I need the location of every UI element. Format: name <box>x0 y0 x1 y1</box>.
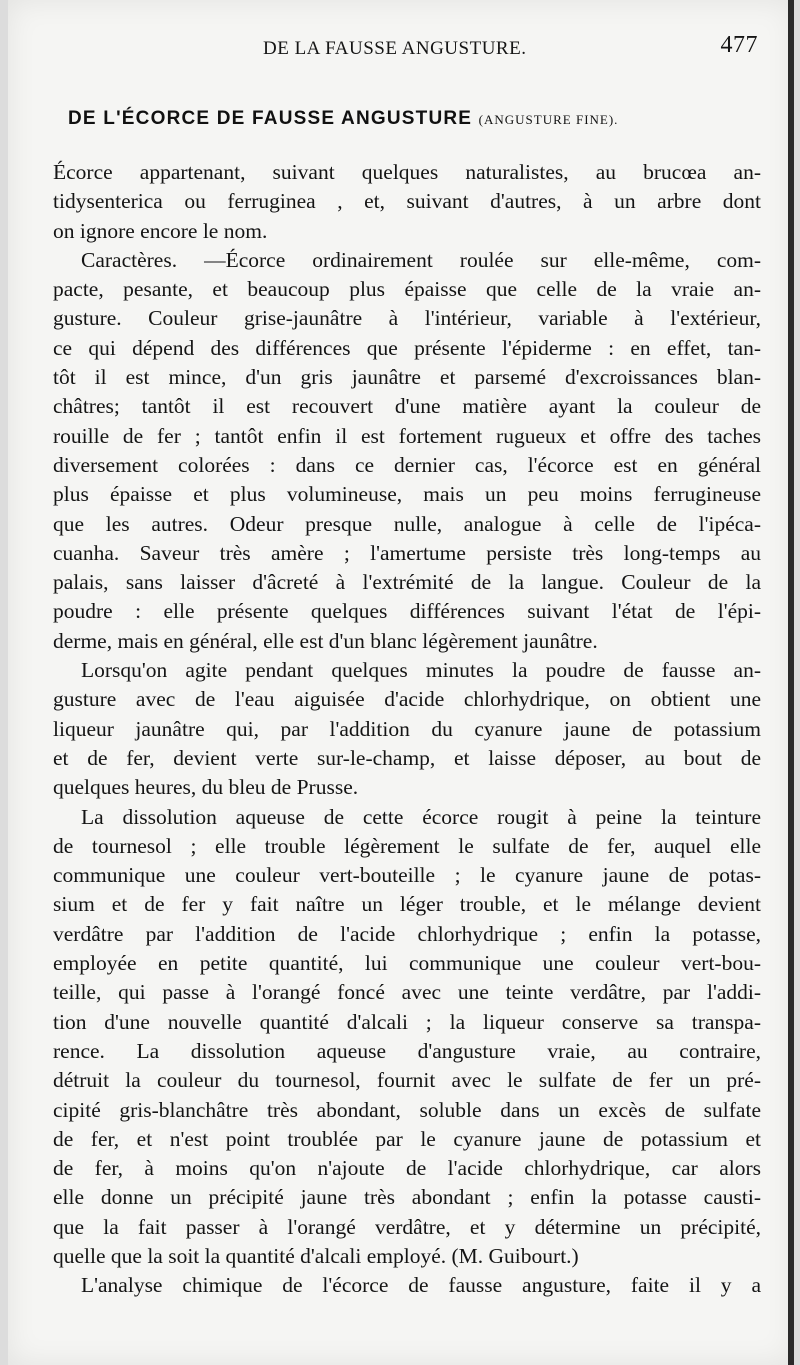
text-line: châtres; tantôt il est recouvert d'une matière ayant la couleur de <box>53 394 761 419</box>
page-edge <box>788 0 794 1365</box>
text-line: que la fait passer à l'orangé verdâtre, et y détermine un précipité, <box>53 1214 761 1239</box>
text-line: communique une couleur vert-bouteille ; le cyanure jaune de potas- <box>53 863 761 888</box>
text-line: employée en petite quantité, lui communique une couleur vert-bou- <box>53 951 761 976</box>
text-line: quelle que la soit la quantité d'alcali employé. (M. Guibourt.) <box>53 1243 579 1268</box>
text-line: Écorce appartenant, suivant quelques naturalistes, au brucœa an- <box>53 160 761 184</box>
text-line: on ignore encore le nom. <box>53 218 268 243</box>
text-line: verdâtre par l'addition de l'acide chlorhydrique ; enfin la potasse, <box>53 921 761 946</box>
text-line: tion d'une nouvelle quantité d'alcali ; la liqueur conserve sa transpa- <box>53 1009 761 1034</box>
text-line: diversement colorées : dans ce dernier cas, l'écorce est en général <box>53 452 761 477</box>
book-page <box>8 0 794 1365</box>
text-line: Caractères. —Écorce ordinairement roulée sur elle-même, com- <box>81 247 761 272</box>
section-title-main: DE L'ÉCORCE DE FAUSSE ANGUSTURE <box>68 108 473 129</box>
text-line: et de fer, devient verte sur-le-champ, et laisse déposer, au bout de <box>53 745 761 770</box>
text-line: détruit la couleur du tournesol, fournit avec le sulfate de fer un pré- <box>53 1068 761 1093</box>
text-line: cipité gris-blanchâtre très abondant, soluble dans un excès de sulfate <box>53 1097 761 1122</box>
text-line: L'analyse chimique de l'écorce de fausse angusture, faite il y a <box>81 1273 761 1298</box>
text-line: de fer, et n'est point troublée par le cyanure jaune de potassium et <box>53 1126 761 1151</box>
text-line: rence. La dissolution aqueuse d'angusture vraie, au contraire, <box>53 1038 761 1063</box>
text-line: plus épaisse et plus volumineuse, mais un peu moins ferrugineuse <box>53 482 761 507</box>
text-line: La dissolution aqueuse de cette écorce rougit à peine la teinture <box>81 804 761 829</box>
running-head: DE LA FAUSSE ANGUSTURE. <box>263 38 527 59</box>
text-line: elle donne un précipité jaune très abondant ; enfin la potasse causti- <box>53 1185 761 1210</box>
section-title <box>68 108 768 130</box>
body-text <box>53 158 761 1301</box>
text-line: tidysenterica ou ferruginea , et, suivant d'autres, à un arbre dont <box>53 189 761 214</box>
text-line: de tournesol ; elle trouble légèrement le sulfate de fer, auquel elle <box>53 833 761 858</box>
text-line: gusture avec de l'eau aiguisée d'acide chlorhydrique, on obtient une <box>53 687 761 712</box>
text-line: pacte, pesante, et beaucoup plus épaisse que celle de la vraie an- <box>53 277 761 302</box>
text-line: Lorsqu'on agite pendant quelques minutes la poudre de fausse an- <box>81 658 761 683</box>
text-line: cuanha. Saveur très amère ; l'amertume persiste très long-temps au <box>53 540 761 565</box>
text-line: tôt il est mince, d'un gris jaunâtre et parsemé d'excroissances blan- <box>53 365 761 390</box>
text-line: poudre : elle présente quelques différences suivant l'état de l'épi- <box>53 599 761 624</box>
text-line: rouille de fer ; tantôt enfin il est fortement rugueux et offre des taches <box>53 423 761 448</box>
text-line: derme, mais en général, elle est d'un blanc légèrement jaunâtre. <box>53 628 598 653</box>
page-number: 477 <box>720 32 758 58</box>
text-line: quelques heures, du bleu de Prusse. <box>53 775 359 800</box>
text-line: sium et de fer y fait naître un léger trouble, et le mélange devient <box>53 892 761 917</box>
section-title-sub: (ANGUSTURE FINE). <box>478 112 619 127</box>
text-line: ce qui dépend des différences que présente l'épiderme : en effet, tan- <box>53 335 761 360</box>
text-line: que les autres. Odeur presque nulle, analogue à celle de l'ipéca- <box>53 511 761 536</box>
text-line: liqueur jaunâtre qui, par l'addition du cyanure jaune de potassium <box>53 716 761 741</box>
text-line: gusture. Couleur grise-jaunâtre à l'intérieur, variable à l'extérieur, <box>53 306 761 331</box>
text-line: teille, qui passe à l'orangé foncé avec une teinte verdâtre, par l'addi- <box>53 980 761 1005</box>
text-line: de fer, à moins qu'on n'ajoute de l'acide chlorhydrique, car alors <box>53 1156 761 1181</box>
page-header <box>48 30 758 70</box>
text-line: palais, sans laisser d'âcreté à l'extrémité de la langue. Couleur de la <box>53 570 761 595</box>
